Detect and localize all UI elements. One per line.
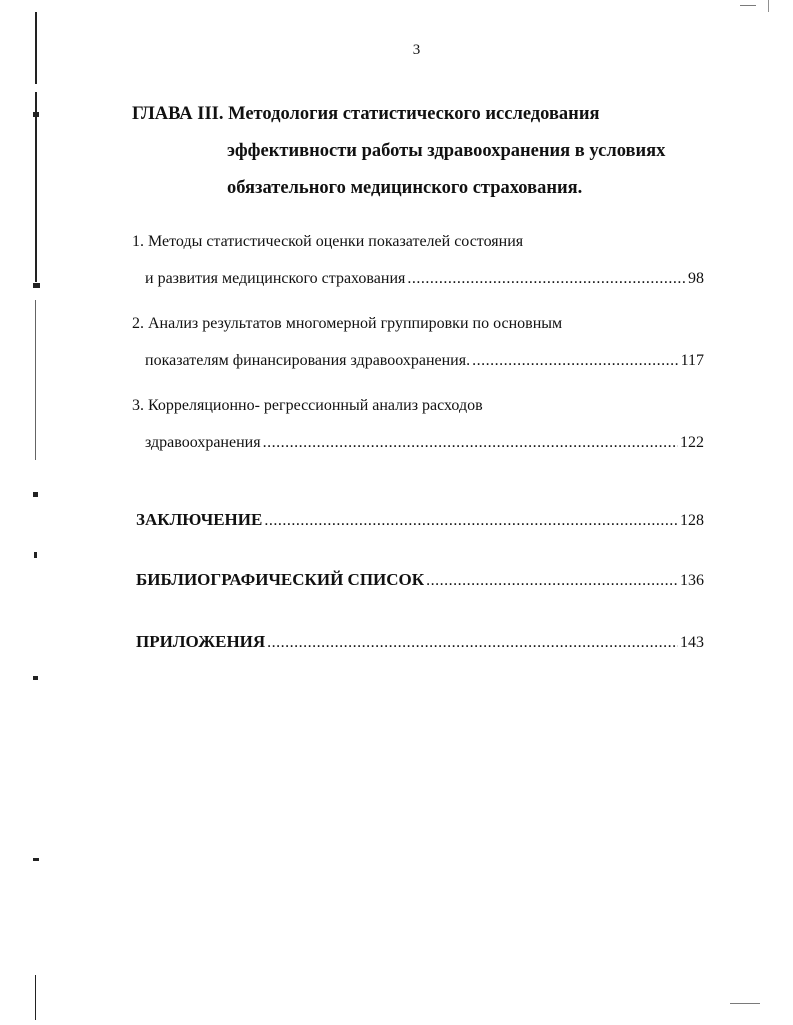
chapter-heading: [132, 96, 732, 207]
toc-entry: [132, 397, 704, 452]
toc-page-number: 143: [680, 634, 704, 651]
toc-entry: [132, 315, 704, 370]
scan-margin-line: [768, 0, 769, 12]
toc-section-bibliography: [136, 570, 704, 590]
toc-entry-title: 3. Корреляционно- регрессионный анализ расходов: [132, 397, 483, 414]
toc-section-conclusion: [136, 510, 704, 530]
toc-page-number: 122: [680, 434, 704, 451]
scan-mark: [730, 1003, 760, 1004]
scan-mark: [33, 112, 39, 117]
scan-mark: [34, 552, 37, 558]
scan-margin-line: [35, 92, 37, 282]
page-number: 3: [412, 42, 421, 58]
dot-leader: [472, 352, 679, 370]
scan-mark: [33, 676, 38, 680]
toc-entry-title-continued: здравоохранения: [145, 434, 261, 451]
scan-mark: [33, 283, 40, 288]
dot-leader: [267, 634, 678, 652]
toc-entry-title-continued: и развития медицинского страхования: [145, 270, 406, 287]
scan-mark: [33, 492, 38, 497]
toc-entry: [132, 233, 704, 288]
toc-entry-title: 1. Методы статистической оценки показателей состояния: [132, 233, 524, 250]
chapter-title-line: обязательного медицинского страхования.: [227, 178, 583, 198]
toc-section-title: БИБЛИОГРАФИЧЕСКИЙ СПИСОК: [136, 570, 425, 589]
toc-page-number: 136: [680, 572, 704, 589]
scan-margin-line: [35, 300, 36, 460]
toc-section-title: ЗАКЛЮЧЕНИЕ: [136, 510, 263, 529]
toc-entry-title-continued: показателям финансирования здравоохранения.: [145, 352, 471, 369]
dot-leader: [407, 270, 686, 288]
chapter-title-line: эффективности работы здравоохранения в условиях: [227, 141, 666, 161]
scan-mark: [740, 5, 756, 6]
scan-margin-line: [35, 975, 36, 1020]
toc-page-number: 117: [680, 352, 704, 369]
toc-page-number: 128: [680, 512, 704, 529]
scan-mark: [33, 858, 39, 861]
dot-leader: [263, 434, 678, 452]
toc-section-title: ПРИЛОЖЕНИЯ: [136, 632, 266, 651]
toc-section-appendices: [136, 632, 704, 652]
chapter-title-line: ГЛАВА III. Методология статистического исследования: [132, 104, 600, 124]
toc-entry-title: 2. Анализ результатов многомерной группировки по основным: [132, 315, 563, 332]
dot-leader: [426, 572, 678, 590]
dot-leader: [264, 512, 678, 530]
toc-page-number: 98: [688, 270, 704, 287]
